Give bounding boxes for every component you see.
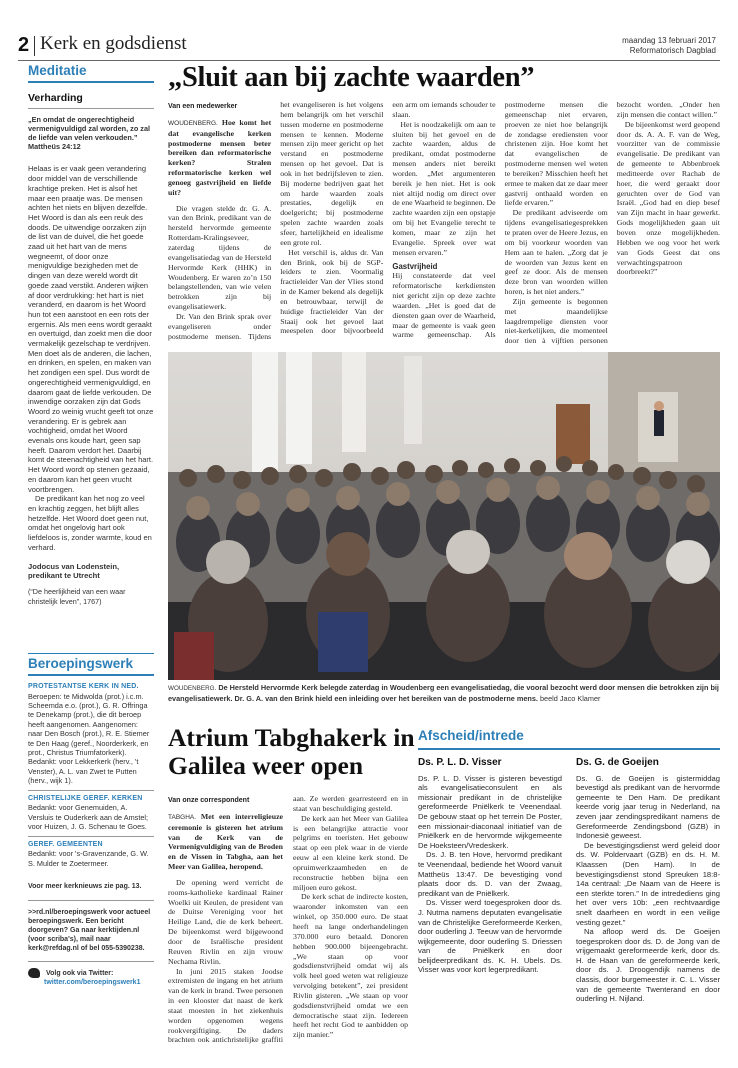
main-headline: „Sluit aan bij zachte waarden” bbox=[168, 62, 535, 93]
visser-name: Ds. P. L. D. Visser bbox=[418, 757, 502, 768]
visser-paragraph: Ds. P. L. D. Visser is gisteren bevestigd als evangelisatieconsulent en als missionair predikant in de christelijke gereformeerde Pniëlkerk te Veenendaal. De gebouw staat op het terrein De Poster, een missionair-diaconaal initiatief van de Pniëlkerk en de hervormde wijkgemeente De Hoeksteen/Vredeskerk. bbox=[418, 773, 562, 850]
page-number: 2 bbox=[18, 34, 30, 56]
article2-byline: Van onze correspondent bbox=[168, 797, 250, 804]
beroepingswerk-rule bbox=[28, 674, 154, 676]
meditatie-quote-ref: Mattheüs 24:12 bbox=[28, 141, 81, 151]
second-headline bbox=[168, 724, 415, 780]
header-divider bbox=[34, 36, 35, 56]
twitter-bird-icon bbox=[28, 968, 40, 978]
meditatie-body-2: De predikant kan het nog zo veel en krachtig zeggen, het blijft alles hetzelfde. Het Woord doet geen nut, omdat het ongelovig hart ook liefdeloos is, zonder warmte, koud en verhard. bbox=[28, 494, 152, 552]
second-headline-line1: Atrium Tabghakerk in bbox=[168, 723, 415, 752]
twitter-rule bbox=[28, 961, 154, 962]
article-lead: Hoe komt het dat evangelische kerken postmoderne mensen beter bereiken dan reformatorische kerken? Stralen reformatorische kerken wel genoeg gastvrijheid en liefde uit? bbox=[168, 117, 272, 197]
header-rule bbox=[18, 60, 720, 61]
afscheid-section-label: Afscheid/intrede bbox=[418, 728, 524, 743]
beroeping-text: Beroepen: te Midwolda (prot.) i.c.m. Scheemda e.o. (prot.), G. R. Offringa te Denekamp (prot.), die dit beroep heeft aangenomen. Aangenomen: naar Den Bosch (prot.), R. E. Stiemer te Den Haag (geref., Noorderkerk, en prot., Christus Triumfatorkerk). Bedankt: voor Lekkerkerk (herv., 't Venster), A. L. van Zwet te Putten (herv., wijk 1). bbox=[28, 691, 150, 786]
article2-paragraph: In juni 2015 staken Joodse extremisten de ingang en het atrium van de kerk in brand. Twee personen in een klooster dat naast de kerk staat moesten in het ziekenhuis worden opgenomen wegens rookvergiftiging. De daders brachten ook antichristelijke graffiti aan. Ze werden gearresteerd en in staat van beschuldiging gesteld. bbox=[168, 794, 408, 1045]
twitter-handle-link[interactable]: twitter.com/beroepingswerk1 bbox=[44, 979, 141, 987]
goeijen-name: Ds. G. de Goeijen bbox=[576, 757, 659, 768]
visser-paragraph: Ds. Visser werd toegesproken door ds. J. Nutma namens deputaten evangelisatie van de Christelijke Gereformeerde Kerken, door ouderling J. Teeuw van de hervormde wijkgemeente, door ouderling S. Driessen van de Pniëlkerk en door belijdeerpredikant ds. K. H. Ubels. Ds. Visser was voor kort legerpredikant. bbox=[418, 898, 562, 975]
meditatie-rule bbox=[28, 81, 154, 83]
article-paragraph: Het verschil is, aldus dr. Van den Brink, ook bij de SGP-leiders te zien. Voormalig fractieleider Van der Vlies stond in de Kamer bekend als degelijk en betrouwbaar, terwijl de huidige fractieleider Van der Staaij ook het gevoel laat meespelen door bijvoorbeeld een arm om iemands schouder te slaan. bbox=[280, 100, 496, 336]
article-subhead: Gastvrijheid bbox=[392, 261, 438, 271]
beroeping-text: Bedankt: voor 's-Gravenzande, G. W. S. Mulder te Zoetermeer. bbox=[28, 849, 149, 868]
audience-photo bbox=[168, 352, 720, 680]
photo-caption bbox=[168, 683, 720, 703]
goeijen-paragraph: Ds. G. de Goeijen is gistermiddag bevestigd als predikant van de hervormde gemeente te Den Ham. De predikant keerde vorig jaar terug in Nederland, na zeven jaar zendingspredikant namens de Gereformeerde Zendingsbond (GZB) in Indonesië geweest. bbox=[576, 773, 720, 841]
goeijen-paragraph: De bevestigingsdienst werd geleid door ds. W. Poldervaart (GZB) en ds. H. M. Klaassen (Den Ham). In de bevestigingsdienst stond Spreuken 18:8-14a centraal: „De Naam van de Heere is een sterkte toren.” In de intredediens ging het over vers 10b: „een rechtvaardige snelt daarheen en wordt in een veilige vesting gezet.” bbox=[576, 840, 720, 927]
article2-lead: Met een interreligieuze ceremonie is gisteren het atrium van de Kerk van de Vermenigvuldiging van de Broden en de Vissen in Tabgha, aan het Meer van Galilea, heropend. bbox=[168, 811, 283, 872]
newspaper-name: Reformatorisch Dagblad bbox=[629, 46, 716, 55]
audience-photo-image bbox=[168, 352, 720, 680]
meditatie-author: Jodocus van Lodenstein, predikant te Utrecht bbox=[28, 561, 120, 581]
article-paragraph: De bijeenkomst werd geopend door ds. A. A. F. van de Weg, voorzitter van de commissie evangelisatie. De predikant van de gemeente te Abbenbroek meditteerde over Rachab de hoer, die werd geraakt door geruchten over de God van Israël. „God had en diep besef van Zijn macht in haar gewerkt. Gods mogelijkheden gaan uit boven onze mogelijkheden. Hebben we oog voor het werk van Gods Geest dat ons verwachtingspatroon doorbreekt?” bbox=[616, 119, 720, 277]
meditatie-body: Helaas is er vaak geen verandering door middel van de verschillende krachtige preken. Het is alsof het maar een praatje was. De mensen achten het niets en blijven dezelfde. Het Woord is dan als een reuk des doods. De uitwendige oorzaken zijn de list van de duivel, die het goede zaad uit het hart van de mens wegneemt, of door onze menigvuldige bezigheden met de dingen van deze wereld wordt dit goede zaad verstikt. Anderen wijken af door verdrukking: het hart is niet veranderd, en daarom is het Woord hun tot een aanstoot en een rots der ergernis. Als men eens wordt geraakt en overtuigd, dan zoekt men die door vermakelijk gezelschap te verdrijven. Men doet als de anderen, die lachen, en drinken, en spelen, en maken van het zondigen een spel. Dus wordt de ongerechtigheid vermenigvuldigd, en daarom gaat de liefde verkouden. De inwendige oorzaken zijn dat Gods Woord zo weinig vrucht geeft tot onze verandering. Er is gebrek aan vochtigheid, omdat het Woord evenals ons koude hart, geen sap heeft. Daarom verdort het. Daarbij komt de steenachtigheid van het hart. Het Woord wordt op stenen gezaaid, en daarom kan het geen vrucht voortbrengen. bbox=[28, 164, 154, 494]
article2-paragraph: De kerk aan het Meer van Galilea is een belangrijke attractie voor pelgrims en toeristen. Het gebouw staat op een plek waar in de vierde eeuw al een kleine kerk stond. De opruimwerkzaamheden en de reconstructie hebben bijna een miljoen euro gekost. bbox=[293, 813, 408, 892]
meditatie-section-label: Meditatie bbox=[28, 63, 87, 78]
church-label: GEREF. GEMEENTEN bbox=[28, 840, 103, 848]
issue-date: maandag 13 februari 2017 bbox=[622, 36, 716, 45]
contact-info[interactable]: >>rd.nl/beroepingswerk voor actueel beroepingswerk. Een bericht doorgeven? Ga naar kerktijden.nl (voor scriba's), mail naar kerk@refdag.nl of bel 055-5390238. bbox=[28, 909, 151, 953]
visser-paragraph: Ds. J. B. ten Hove, hervormd predikant te Veenendaal, bediende het Woord vanuit Mattheüs 13:47. De bevestiging vond plaats door ds. D. van der Zwaag, predikant van de Pniëlkerk. bbox=[418, 850, 562, 898]
group-rule bbox=[28, 790, 154, 791]
afscheid-rule bbox=[418, 748, 720, 750]
caption-place: WOUDENBERG. bbox=[168, 685, 217, 692]
header-meta bbox=[622, 36, 716, 56]
article-paragraph: Zijn gemeente is begonnen met maandelijkse laagdrempelige diensten voor niet-kerkelijken, die momenteel door tien à vijftien personen bezocht worden. „Onder hen zijn mensen die contact willen.” bbox=[504, 100, 720, 346]
article2-dateline: TABGHA. bbox=[168, 813, 197, 821]
goeijen-paragraph: Na afloop werd ds. De Goeijen toegesproken door ds. D. de Jong van de vrijgemaakt gereformeerde kerk, door ds. H. de Haan van de gereformeerde kerk, door ds. J. Droogendijk namens de classis, door burgemeester ir. C. L. Visser van de gemeente Twenterand en door ouderling H. Nijland. bbox=[576, 927, 720, 1004]
article-paragraph: De predikant adviseerde om tijdens evangelisatiegesprekken te praten over de Heere Jezus, en om bij voorkeur woorden van Hem aan te halen. „Zorg dat je de woorden van Jezus kent en geef ze door. Als de mensen deze bron van woorden willen horen, is het niet anders.” bbox=[504, 208, 608, 297]
article2-paragraph: De kerk schat de indirecte kosten, waaronder inkomsten van een winkel, op 350.000 euro. De staat heeft na lange onderhandelingen 370.000 euro betaald. Donoren hebben 900.000 bijeengebracht. „We staan op voor godsdienstvrijheid omdat wij als volk heel goed weten wat religieuze vervolging betekent”, zei president Rivlin gisteren. „We staan op voor godsdienstvrijheid omdat we een democratische staat zijn. Iedereen heeft het recht God te aanbidden op zijn manier.” bbox=[293, 892, 408, 1040]
article2-paragraph: De opening werd verricht de rooms-katholieke kardinaal Rainer Woelki uit Keulen, de president van de Duitse Vereniging voor het Heilige Land, die de kerk beheert. De bijeenkomst werd bijgewoond door de Israëlische president Reuven Rivlin en zijn vrouw Nechama Rivlin. bbox=[168, 877, 283, 966]
meditatie-quote: „En omdat de ongerechtigheid vermenigvuldigd zal worden, zo zal de liefde van velen verkouden.” bbox=[28, 114, 151, 142]
twitter-label: Volg ook via Twitter: bbox=[45, 969, 114, 977]
twitter-block bbox=[28, 968, 154, 987]
article-paragraph: Dr. Van den Brink sprak over evangeliseren onder postmoderne mensen. Tijdens het evangeliseren is het volgens hem belangrijk om het verschil tussen moderne en postmoderne mensen te kennen. Moderne mensen zijn meer gericht op het verstand en postmoderne mensen op het gevoel. Dat is ook in het bedrijfsleven te zien. Bij moderne bedrijven gaat het om harde waarden zoals prestaties, degelijk en doelgericht; bij postmoderne spelen zachte waarden zoals sfeer, hartelijkheid en idealisme een grote rol. bbox=[168, 100, 384, 341]
article-byline: Van een medewerker bbox=[168, 103, 238, 110]
beroepingswerk-top-rule bbox=[28, 653, 154, 654]
article-paragraph: Hij constateerde dat veel reformatorische kerkdiensten niet gericht zijn op deze zachte waarden. „Het is goed dat de diensten gaan over de Waarheid, maar de gemeente is vaak geen warme gemeenschap. Als postmoderne mensen die gemeenschap niet ervaren, proeven ze niet hoe belangrijk de zondagse erediensten voor christenen zijn. Hoe komt het dat evangelischen de postmoderne mensen wel weten te bereiken? Misschien heeft het ermee te maken dat ze daar meer gastvrij onthaald worden en liefde ervaren.” bbox=[392, 100, 608, 340]
meditatie-source: (“De heerlijkheid van een waar christelijk leven”, 1767) bbox=[28, 587, 126, 606]
article-paragraph: Die vragen stelde dr. G. A. van den Brink, predikant van de hersteld hervormde gemeente Rotterdam-Kralingseveer, zaterdag tijdens de evangelisatiedag van de Hersteld Hervormde Kerk (HHK) in Woudenberg. Er waren zo’n 150 belangstellenden, van wie velen betrokken zijn bij evangelisatiewerk. bbox=[168, 203, 272, 312]
beroeping-text: Bedankt: voor Genemuiden, A. Versluis te Ouderkerk aan de Amstel; voor Huizen, J. G. Schenau te Goes. bbox=[28, 803, 149, 832]
meditatie-block bbox=[28, 63, 154, 607]
meditatie-title-rule bbox=[28, 108, 154, 109]
article-dateline: WOUDENBERG. bbox=[168, 119, 218, 127]
caption-text: De Hersteld Hervormde Kerk belegde zaterdag in Woudenberg een evangelisatiedag, die vooral bezocht werd door mensen die betrokken zijn bij evangelisatiewerk. Dr. G. A. van den Brink hield een inleiding over het bereiken van de postmoderne mens. bbox=[168, 683, 719, 703]
beroepingswerk-section-label: Beroepingswerk bbox=[28, 656, 134, 671]
contact-rule bbox=[28, 900, 154, 901]
group-rule bbox=[28, 836, 154, 837]
photo-credit: beeld Jaco Klamer bbox=[540, 693, 601, 703]
second-headline-line2: Galilea weer open bbox=[168, 751, 363, 780]
article-paragraph: Het is noodzakelijk om aan te sluiten bij het gevoel en de zachte waarden, aldus de predikant, omdat postmoderne mensen anders niet bereikt worden. „Met argumenteren bereik je hen niet. Het is ook niet altijd nodig om direct over de ene Waarheid te beginnen. De zachte waarden zijn een opstapje om bij het Evangelie terecht te komen, maar ze zijn het Evangelie. Spreek over wat mensen ervaren.” bbox=[392, 119, 496, 257]
tabgha-article bbox=[168, 794, 408, 1062]
afscheid-articles bbox=[418, 758, 720, 1064]
main-article bbox=[168, 100, 720, 348]
church-label: PROTESTANTSE KERK IN NED. bbox=[28, 682, 139, 690]
beroepingswerk-block bbox=[28, 653, 154, 987]
church-label: CHRISTELIJKE GEREF. KERKEN bbox=[28, 794, 143, 802]
meditatie-title: Verharding bbox=[28, 91, 83, 104]
section-title: Kerk en godsdienst bbox=[40, 33, 187, 54]
more-news-note: Voor meer kerknieuws zie pag. 13. bbox=[28, 883, 142, 891]
